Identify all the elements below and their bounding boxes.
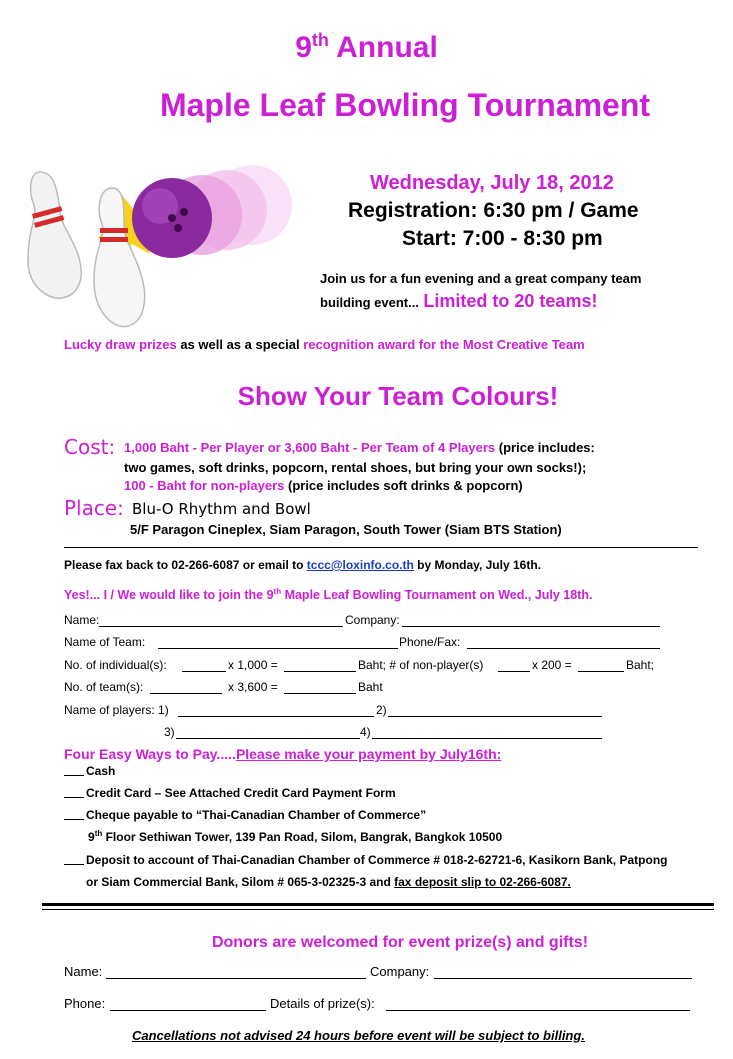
fax-before: Please fax back to 02-266-6087 or email to: [64, 558, 307, 572]
address-rest: Floor Sethiwan Tower, 139 Pan Road, Silom, Bangrak, Bangkok 10500: [102, 830, 503, 844]
player-3-label: 3): [164, 725, 175, 739]
donor-name-label: Name:: [64, 964, 103, 979]
payment-deadline: Please make your payment by July16th:: [235, 746, 502, 762]
baht-label-2: Baht: [358, 680, 383, 694]
individuals-label: No. of individual(s):: [64, 658, 167, 672]
player-4-label: 4): [360, 725, 371, 739]
nonplayers-label: Baht; # of non-player(s): [358, 658, 484, 672]
x1000-label: x 1,000 =: [228, 658, 278, 672]
donor-details-field[interactable]: [386, 1010, 690, 1011]
fax-after: by Monday, July 16th.: [413, 558, 541, 572]
individuals-field[interactable]: [182, 671, 226, 672]
player-1-field[interactable]: [178, 716, 374, 717]
join-text-2: [320, 291, 597, 312]
fax-line: [64, 558, 541, 572]
bowling-ball-icon: [132, 178, 212, 258]
lucky-draw: Lucky draw prizes: [64, 337, 177, 352]
teams-label: No. of team(s):: [64, 680, 144, 694]
nonplayers-field[interactable]: [498, 671, 530, 672]
join-after: Maple Leaf Bowling Tournament on Wed., July 18th.: [281, 588, 593, 603]
title-line-1: [0, 30, 733, 65]
payment-heading-text: Four Easy Ways to Pay.....: [64, 746, 236, 762]
join-text-2a: building event...: [320, 295, 419, 310]
baht-label: Baht;: [626, 658, 655, 672]
join-text: Join us for a fun evening and a great company team: [320, 271, 642, 286]
cheque-option: Cheque payable to “Thai-Canadian Chamber of Commerce”: [86, 808, 427, 822]
place-label: Place:: [64, 496, 124, 520]
player-4-field[interactable]: [372, 738, 602, 739]
venue-name: Blu-O Rhythm and Bowl: [132, 500, 311, 518]
teams-total-field[interactable]: [284, 693, 356, 694]
double-divider: [42, 903, 714, 910]
player-2-field[interactable]: [388, 716, 602, 717]
cash-checkbox[interactable]: [64, 775, 84, 776]
player-3-field[interactable]: [176, 738, 360, 739]
address-floor: 9: [88, 830, 95, 844]
bowling-illustration: [12, 150, 312, 335]
cost-line-3: [124, 478, 523, 493]
divider-line: [64, 547, 698, 548]
company-field[interactable]: [402, 626, 660, 627]
email-link[interactable]: tccc@loxinfo.co.th: [306, 558, 414, 572]
cash-option: Cash: [86, 764, 116, 778]
join-before: Yes!... I / We would like to join the 9: [64, 588, 274, 603]
cancellation-notice: Cancellations not advised 24 hours before event will be subject to billing.: [132, 1028, 585, 1043]
venue-address: 5/F Paragon Cineplex, Siam Paragon, South Tower (Siam BTS Station): [130, 522, 562, 537]
nonplayers-total-field[interactable]: [578, 671, 624, 672]
company-label: Company:: [345, 613, 400, 627]
cheque-checkbox[interactable]: [64, 819, 84, 820]
donor-details-label: Details of prize(s):: [270, 996, 375, 1011]
payment-heading: [64, 746, 501, 762]
bowling-pin-back-icon: [28, 172, 81, 298]
recognition-award: recognition award for the Most Creative Team: [303, 337, 585, 352]
donor-company-label: Company:: [370, 964, 430, 979]
event-date: Wednesday, July 18, 2012: [370, 172, 614, 194]
join-sup: th: [273, 587, 282, 596]
cheque-address: [88, 829, 502, 844]
teams-field[interactable]: [150, 693, 222, 694]
individuals-total-field[interactable]: [284, 671, 356, 672]
player-2-label: 2): [376, 703, 387, 717]
limited-teams: Limited to 20 teams!: [423, 291, 598, 311]
cost-player-price: 1,000 Baht - Per Player or 3,600 Baht - Per Team of 4 Players: [124, 440, 496, 455]
cost-includes: (price includes:: [495, 440, 595, 455]
x3600-label: x 3,600 =: [228, 680, 278, 694]
phone-fax-field[interactable]: [467, 648, 660, 649]
name-field[interactable]: [99, 626, 343, 627]
donor-phone-label: Phone:: [64, 996, 106, 1011]
donor-phone-field[interactable]: [110, 1010, 266, 1011]
cost-line-1: [124, 440, 595, 455]
donors-heading: Donors are welcomed for event prize(s) and gifts!: [211, 934, 589, 951]
players-label: Name of players: 1): [64, 703, 169, 717]
prizes-middle: as well as a special: [176, 337, 304, 352]
cost-label: Cost:: [64, 435, 116, 459]
credit-checkbox[interactable]: [64, 797, 84, 798]
annual-text: Annual: [336, 31, 438, 64]
cost-line-2: two games, soft drinks, popcorn, rental shoes, but bring your own socks!);: [124, 460, 587, 475]
x200-label: x 200 =: [532, 658, 572, 672]
ordinal-number: 9: [295, 31, 312, 64]
donor-name-field[interactable]: [106, 978, 366, 979]
donor-company-field[interactable]: [434, 978, 692, 979]
prizes-line: [64, 337, 585, 352]
nonplayer-price: 100 - Baht for non-players: [124, 478, 285, 493]
team-label: Name of Team:: [64, 635, 146, 649]
ordinal-suffix: th: [311, 30, 329, 50]
deposit-bank: or Siam Commercial Bank, Silom # 065-3-02325-3 and: [86, 875, 395, 889]
credit-option: Credit Card – See Attached Credit Card Payment Form: [86, 786, 396, 800]
deposit-fax: fax deposit slip to 02-266-6087.: [394, 875, 571, 889]
phone-fax-label: Phone/Fax:: [399, 635, 461, 649]
registration-time: Registration: 6:30 pm / Game: [348, 199, 639, 222]
nonplayer-includes: (price includes soft drinks & popcorn): [284, 478, 523, 493]
deposit-option-2: [86, 875, 571, 889]
page-title: Maple Leaf Bowling Tournament: [159, 87, 651, 123]
join-statement: [64, 587, 592, 602]
deposit-checkbox[interactable]: [64, 864, 84, 865]
deposit-option: Deposit to account of Thai-Canadian Chamber of Commerce # 018-2-62721-6, Kasikorn Bank, Patpong: [86, 853, 668, 867]
start-time: Start: 7:00 - 8:30 pm: [402, 227, 603, 250]
address-sup: th: [94, 829, 103, 838]
team-field[interactable]: [158, 648, 398, 649]
colours-heading: Show Your Team Colours!: [237, 381, 559, 411]
name-label: Name:: [64, 613, 100, 627]
